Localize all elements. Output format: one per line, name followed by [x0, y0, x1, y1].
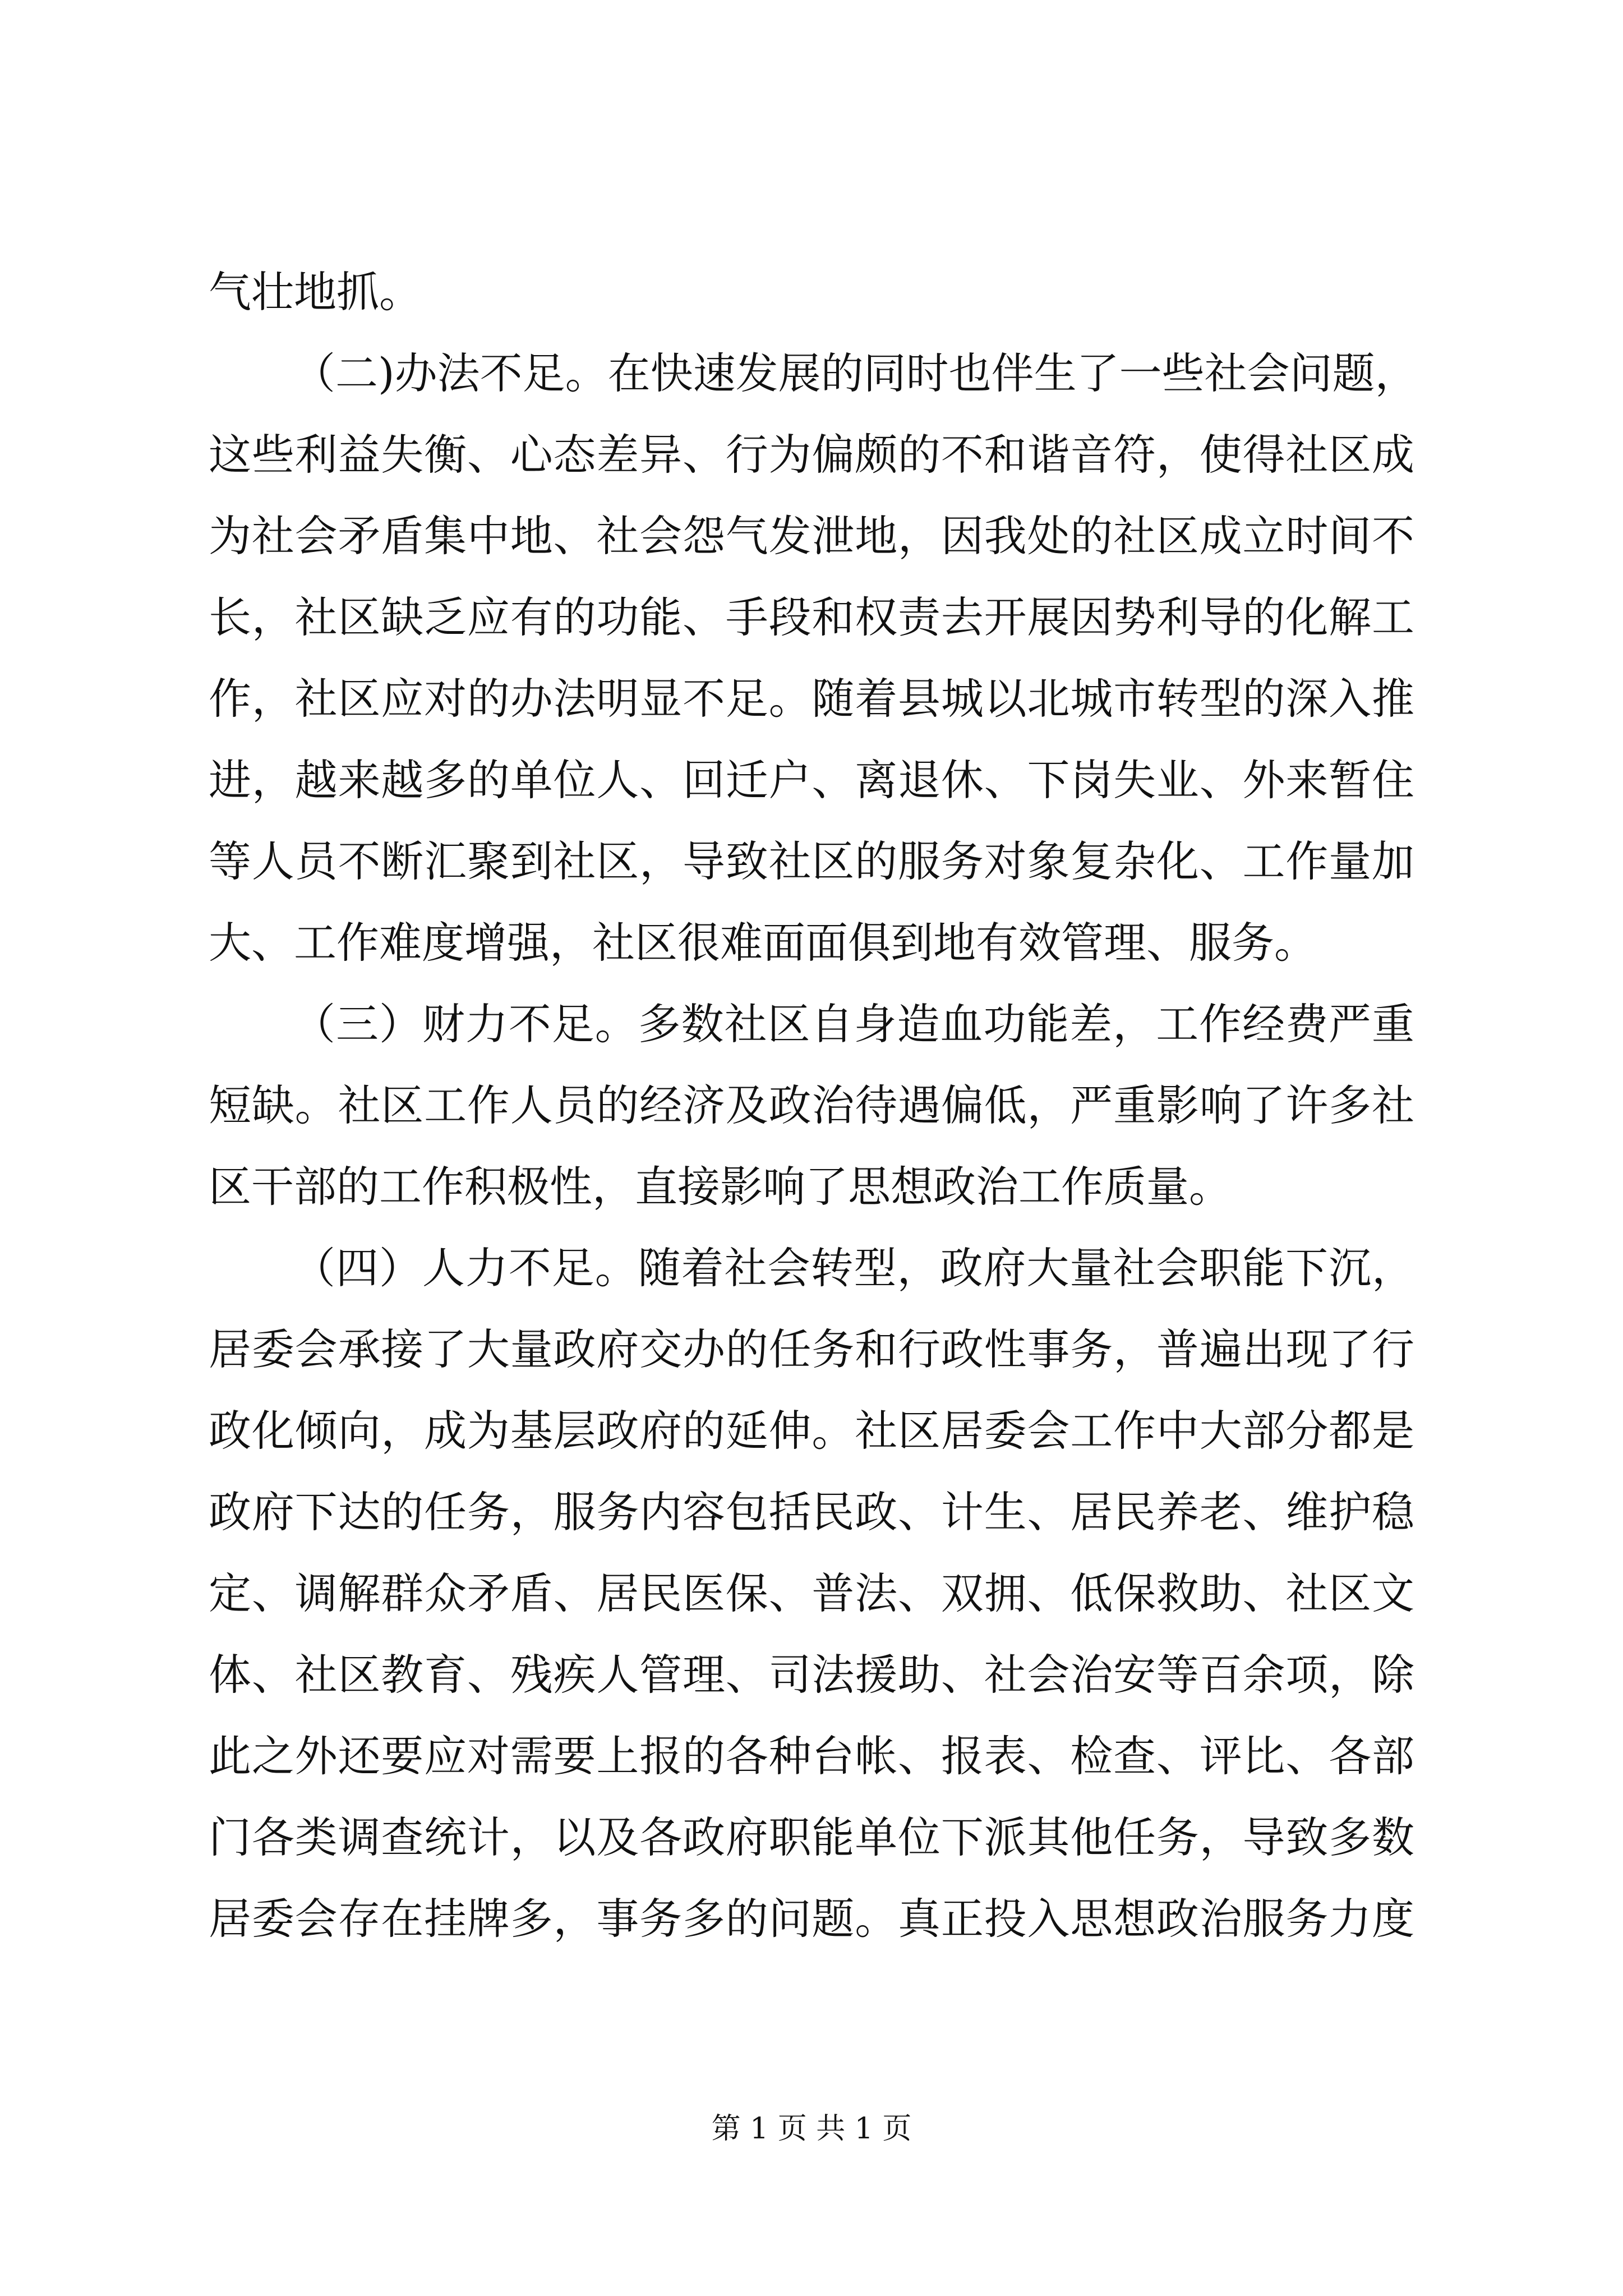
paragraph-end-line: 大、工作难度增强，社区很难面面俱到地有效管理、服务。 — [209, 918, 1317, 968]
text-line: 这些利益失衡、心态差异、行为偏颇的不和谐音符，使得社区成 — [209, 430, 1414, 480]
text-line: 此之外还要应对需要上报的各种台帐、报表、检查、评比、各部 — [209, 1731, 1414, 1781]
text-line: 作，社区应对的办法明显不足。随着县城以北城市转型的深入推 — [209, 674, 1414, 724]
text-line: 定、调解群众矛盾、居民医保、普法、双拥、低保救助、社区文 — [209, 1568, 1414, 1618]
page-number-footer: 第 1 页 共 1 页 — [711, 2112, 912, 2146]
text-line: 为社会矛盾集中地、社会怨气发泄地，因我处的社区成立时间不 — [209, 511, 1414, 561]
paragraph-start-line: （二)办法不足。在快速发展的同时也伴生了一些社会问题， — [293, 348, 1418, 398]
paragraph-end-line: 区干部的工作积极性，直接影响了思想政治工作质量。 — [209, 1162, 1232, 1212]
text-line: 居委会承接了大量政府交办的任务和行政性事务，普遍出现了行 — [209, 1324, 1414, 1374]
text-line: 短缺。社区工作人员的经济及政治待遇偏低，严重影响了许多社 — [209, 1080, 1414, 1130]
text-line: 气壮地抓。 — [209, 267, 422, 317]
text-line: 政化倾向，成为基层政府的延伸。社区居委会工作中大部分都是 — [209, 1406, 1414, 1456]
paragraph-start-line: （四）人力不足。随着社会转型，政府大量社会职能下沉， — [293, 1243, 1414, 1293]
text-line: 门各类调查统计，以及各政府职能单位下派其他任务，导致多数 — [209, 1812, 1414, 1862]
paragraph-start-line: （三）财力不足。多数社区自身造血功能差，工作经费严重 — [293, 999, 1414, 1049]
text-line: 体、社区教育、残疾人管理、司法援助、社会治安等百余项，除 — [209, 1650, 1414, 1700]
text-line: 政府下达的任务，服务内容包括民政、计生、居民养老、维护稳 — [209, 1487, 1414, 1537]
text-line: 长，社区缺乏应有的功能、手段和权责去开展因势利导的化解工 — [209, 592, 1414, 642]
text-line: 进，越来越多的单位人、回迁户、离退休、下岗失业、外来暂住 — [209, 755, 1414, 805]
document-body — [209, 251, 1418, 1959]
text-line: 居委会存在挂牌多，事务多的问题。真正投入思想政治服务力度 — [209, 1894, 1414, 1944]
text-line: 等人员不断汇聚到社区，导致社区的服务对象复杂化、工作量加 — [209, 836, 1414, 886]
